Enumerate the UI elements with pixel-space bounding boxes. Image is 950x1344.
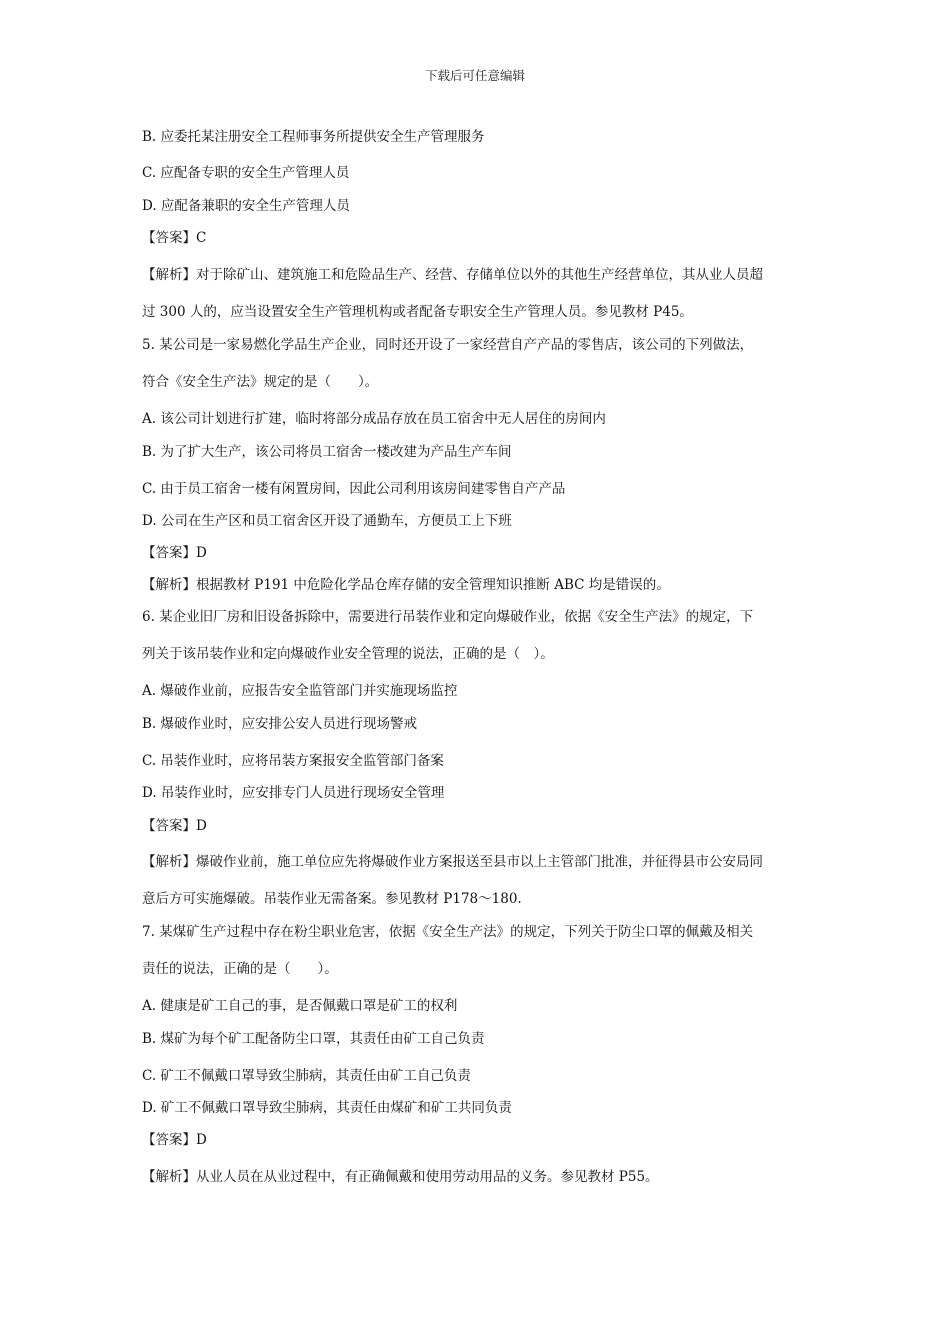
text-line: A. 爆破作业前，应报告安全监管部门并实施现场监控 (142, 683, 458, 699)
text-line: B. 爆破作业时，应安排公安人员进行现场警戒 (142, 716, 418, 732)
text-line: D. 应配备兼职的安全生产管理人员 (142, 198, 350, 214)
text-line: C. 矿工不佩戴口罩导致尘肺病，其责任由矿工自己负责 (142, 1068, 471, 1084)
text-line: 过 300 人的，应当设置安全生产管理机构或者配备专职安全生产管理人员。参见教材 P45。 (142, 304, 693, 320)
text-line: D. 公司在生产区和员工宿舍区开设了通勤车，方便员工上下班 (142, 513, 512, 529)
text-line: 7. 某煤矿生产过程中存在粉尘职业危害，依据《安全生产法》的规定，下列关于防尘口罩的佩戴及相关 (142, 924, 754, 940)
text-line: 【解析】从业人员在从业过程中，有正确佩戴和使用劳动用品的义务。参见教材 P55。 (142, 1169, 659, 1185)
text-line: 【解析】爆破作业前，施工单位应先将爆破作业方案报送至县市以上主管部门批准，并征得县市公安局同 (142, 854, 763, 870)
text-line: 责任的说法，正确的是（ ）。 (142, 961, 338, 977)
text-line: A. 该公司计划进行扩建，临时将部分成品存放在员工宿舍中无人居住的房间内 (142, 411, 606, 427)
text-line: C. 由于员工宿舍一楼有闲置房间，因此公司利用该房间建零售自产产品 (142, 481, 566, 497)
text-line: D. 矿工不佩戴口罩导致尘肺病，其责任由煤矿和矿工共同负责 (142, 1100, 512, 1116)
text-line: A. 健康是矿工自己的事，是否佩戴口罩是矿工的权利 (142, 998, 458, 1014)
text-line: 符合《安全生产法》规定的是（ ）。 (142, 374, 379, 390)
text-line: 【答案】D (142, 1132, 207, 1148)
text-line: 【答案】D (142, 545, 207, 561)
text-line: 【答案】C (142, 230, 207, 246)
page-header: 下载后可任意编辑 (424, 68, 525, 83)
text-line: 6. 某企业旧厂房和旧设备拆除中，需要进行吊装作业和定向爆破作业，依据《安全生产法》的规定，下 (142, 609, 754, 625)
text-line: B. 煤矿为每个矿工配备防尘口罩，其责任由矿工自己负责 (142, 1031, 485, 1047)
text-line: C. 应配备专职的安全生产管理人员 (142, 165, 350, 181)
text-line: 【解析】对于除矿山、建筑施工和危险品生产、经营、存储单位以外的其他生产经营单位，其从业人员超 (142, 267, 763, 283)
text-line: 【答案】D (142, 818, 207, 834)
text-line: 5. 某公司是一家易燃化学品生产企业，同时还开设了一家经营自产产品的零售店，该公司的下列做法， (142, 337, 754, 353)
text-line: B. 应委托某注册安全工程师事务所提供安全生产管理服务 (142, 129, 485, 145)
text-line: 列关于该吊装作业和定向爆破作业安全管理的说法，正确的是（ ）。 (142, 646, 554, 662)
text-line: B. 为了扩大生产，该公司将员工宿舍一楼改建为产品生产车间 (142, 444, 512, 460)
text-line: C. 吊装作业时，应将吊装方案报安全监管部门备案 (142, 753, 444, 769)
text-line: 意后方可实施爆破。吊装作业无需备案。参见教材 P178～180. (142, 891, 522, 907)
text-line: 【解析】根据教材 P191 中危险化学品仓库存储的安全管理知识推断 ABC 均是错误的。 (142, 577, 670, 593)
text-line: D. 吊装作业时，应安排专门人员进行现场安全管理 (142, 785, 445, 801)
